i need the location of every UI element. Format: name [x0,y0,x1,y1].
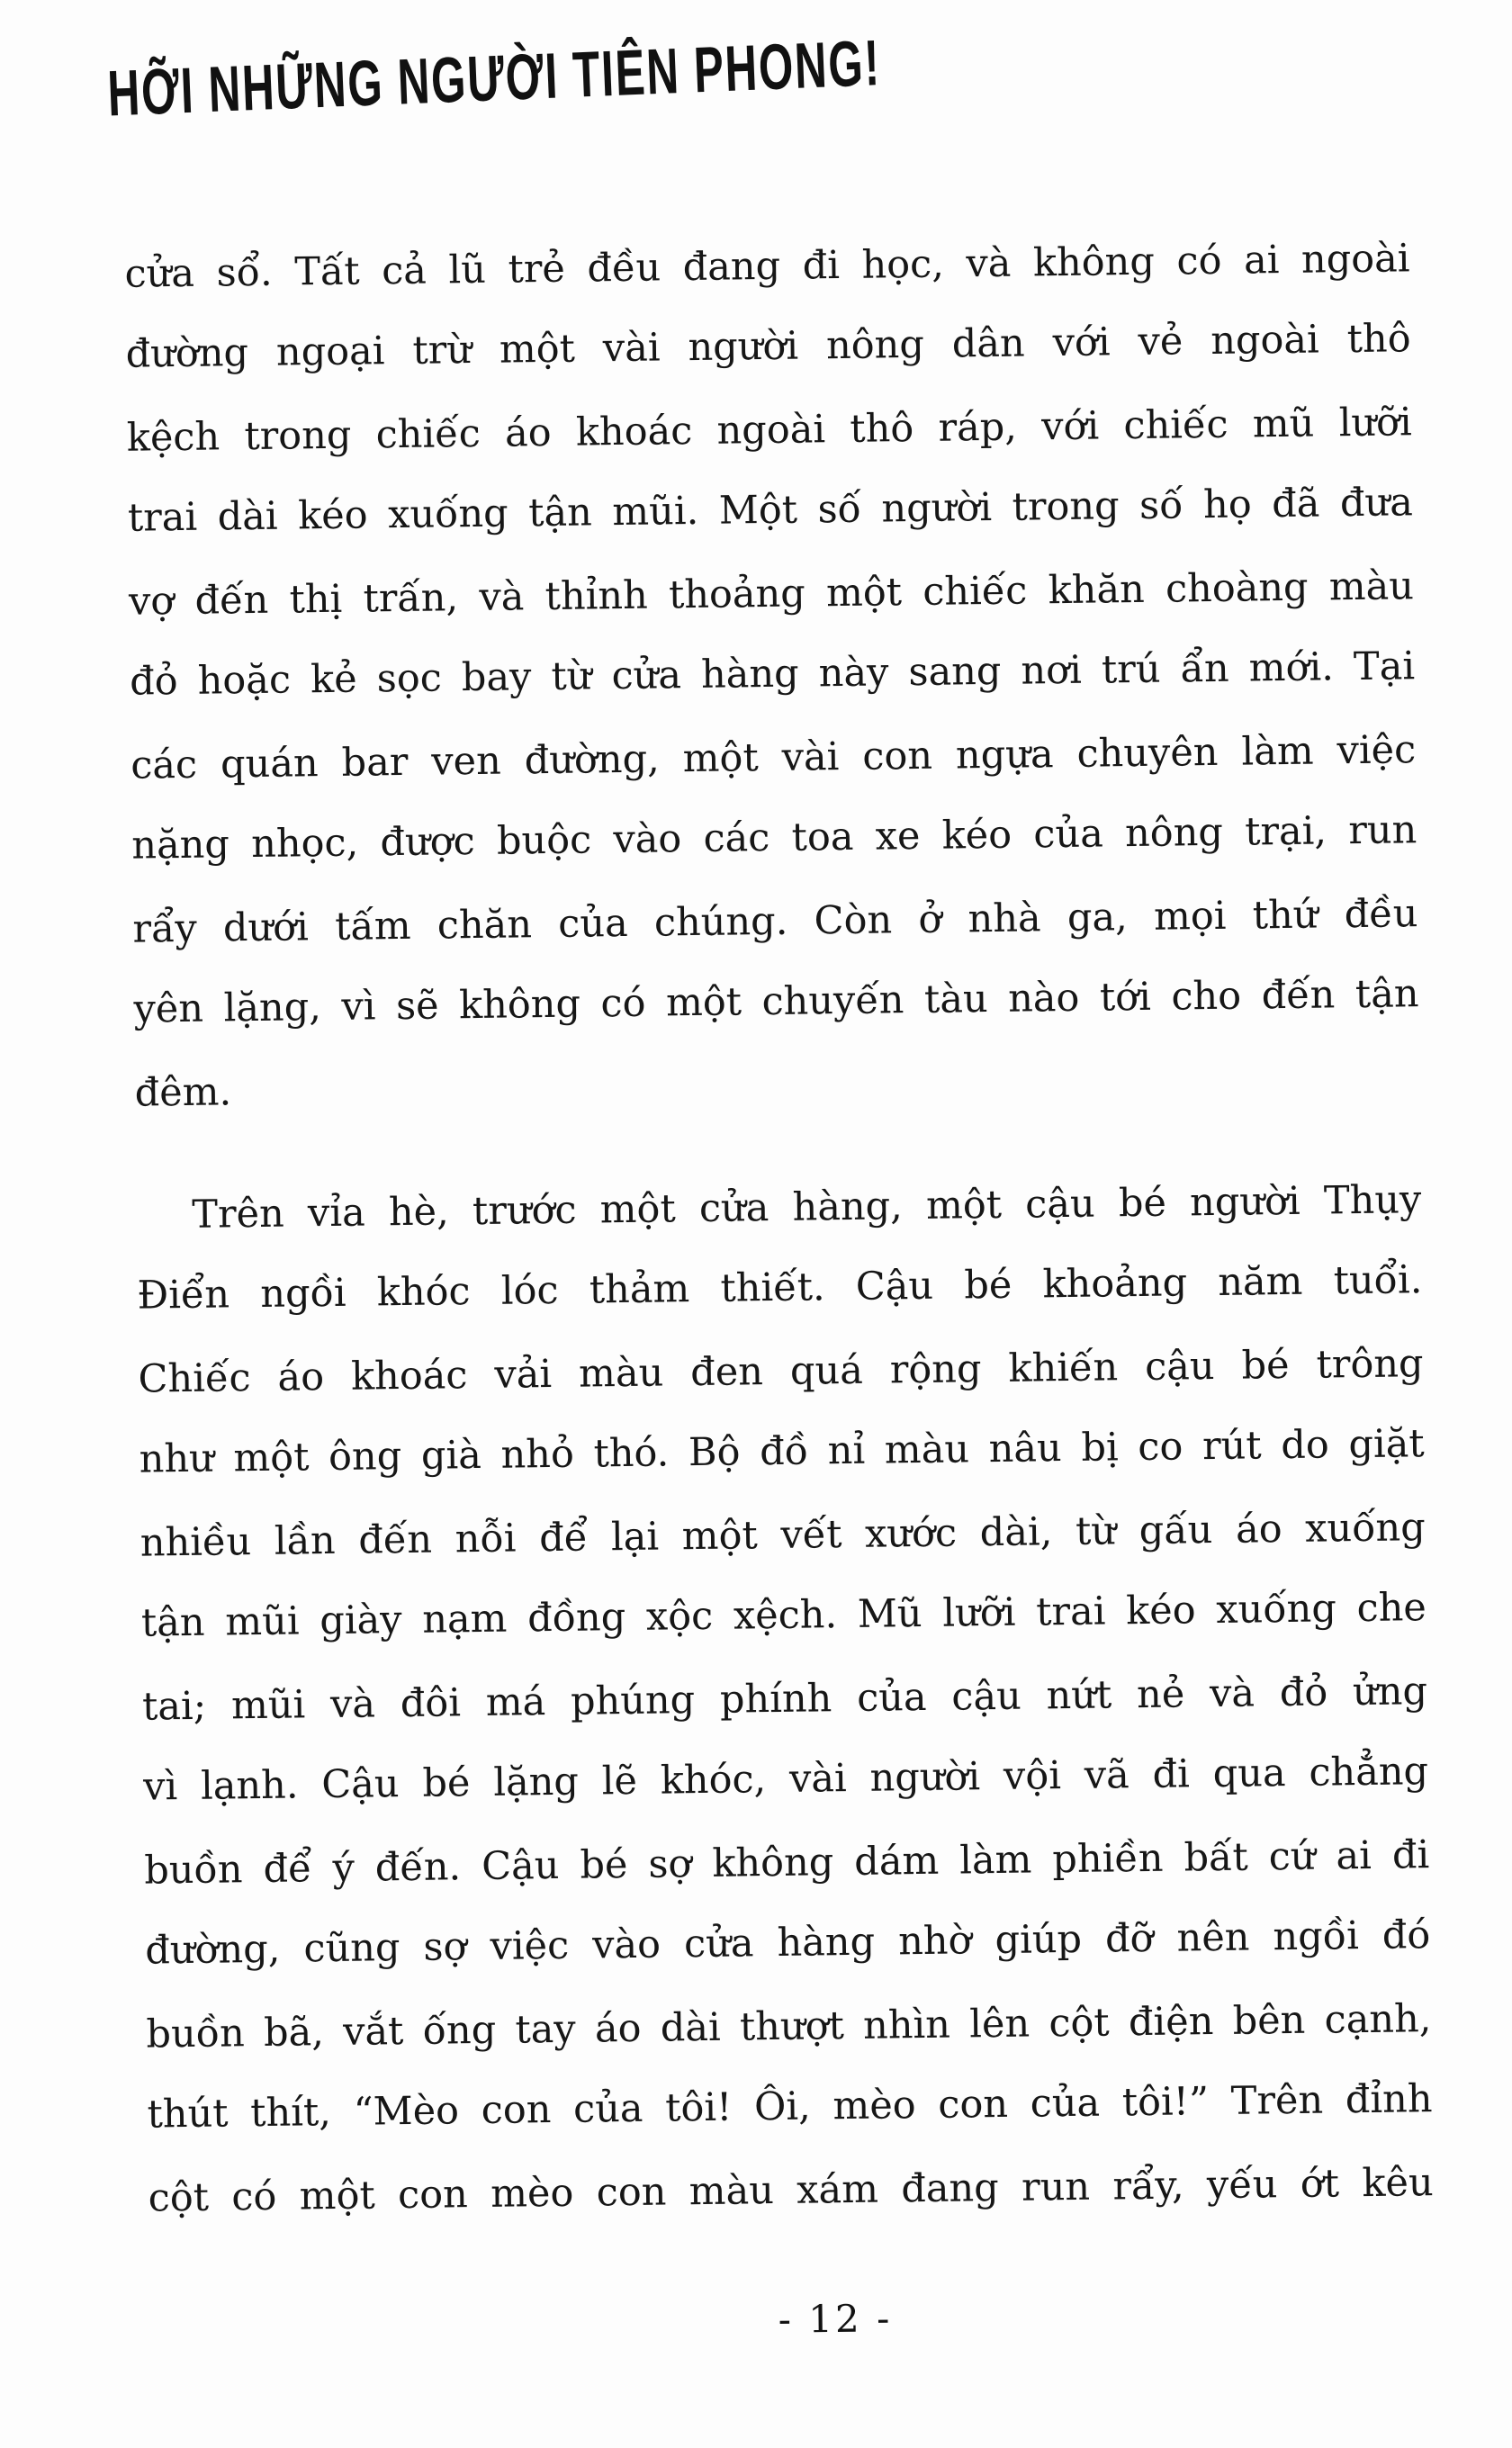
text-line: Trên vỉa hè, trước một cửa hàng, một cậu bé người Thụy [192,1177,1422,1238]
text-line: đêm. [134,1069,232,1116]
text-line: buồn để ý đến. Cậu bé sợ không dám làm phiền bất cứ ai đi [143,1832,1430,1894]
text-line: như một ông già nhỏ thó. Bộ đồ nỉ màu nâu bị co rút do giặt [139,1421,1425,1482]
text-line: tận mũi giày nạm đồng xộc xệch. Mũ lưỡi trai kéo xuống che [140,1585,1427,1646]
text-line: các quán bar ven đường, một vài con ngựa chuyên làm việc [130,727,1417,788]
text-line: vì lạnh. Cậu bé lặng lẽ khóc, vài người vội vã đi qua chẳng [142,1749,1429,1810]
text-line: đường, cũng sợ việc vào cửa hàng nhờ giúp đỡ nên ngồi đó [145,1912,1431,1974]
text-line: nhiều lần đến nỗi để lại một vết xước dài, từ gấu áo xuống [140,1505,1426,1566]
paragraph [124,217,1420,1133]
text-line: cửa sổ. Tất cả lũ trẻ đều đang đi học, và không có ai ngoài [124,236,1410,297]
page-number: - 12 - [778,2296,893,2342]
text-line: rẩy dưới tấm chăn của chúng. Còn ở nhà ga, mọi thứ đều [132,891,1418,952]
text-line: yên lặng, vì sẽ không có một chuyến tàu nào tới cho đến tận [133,971,1419,1032]
text-line: buồn bã, vắt ống tay áo dài thượt nhìn lên cột điện bên cạnh, [146,1996,1432,2057]
text-line: nặng nhọc, được buộc vào các toa xe kéo của nông trại, run [131,807,1418,868]
text-line: Điển ngồi khóc lóc thảm thiết. Cậu bé khoảng năm tuổi. [137,1257,1423,1318]
running-header: HỠI NHỮNG NGƯỜI TIÊN PHONG! [106,25,883,130]
text-line: đỏ hoặc kẻ sọc bay từ cửa hàng này sang nơi trú ẩn mới. Tại [129,644,1416,705]
text-line: thút thít, “Mèo con của tôi! Ôi, mèo con của tôi!” Trên đỉnh [147,2076,1433,2138]
text-line: đường ngoại trừ một vài người nông dân với vẻ ngoài thô [125,316,1411,377]
text-line: cột có một con mèo con màu xám đang run rẩy, yếu ớt kêu [148,2160,1434,2221]
text-line: Chiếc áo khoác vải màu đen quá rộng khiến cậu bé trông [138,1341,1424,1402]
paragraph [136,1158,1434,2238]
text-line: vợ đến thị trấn, và thỉnh thoảng một chiếc khăn choàng màu [128,563,1415,625]
text-line: trai dài kéo xuống tận mũi. Một số người trong số họ đã đưa [127,480,1414,541]
text-line: tai; mũi và đôi má phúng phính của cậu nứt nẻ và đỏ ửng [141,1669,1428,1730]
text-block [124,217,1434,2238]
text-line: kệch trong chiếc áo khoác ngoài thô ráp, với chiếc mũ lưỡi [126,400,1413,461]
